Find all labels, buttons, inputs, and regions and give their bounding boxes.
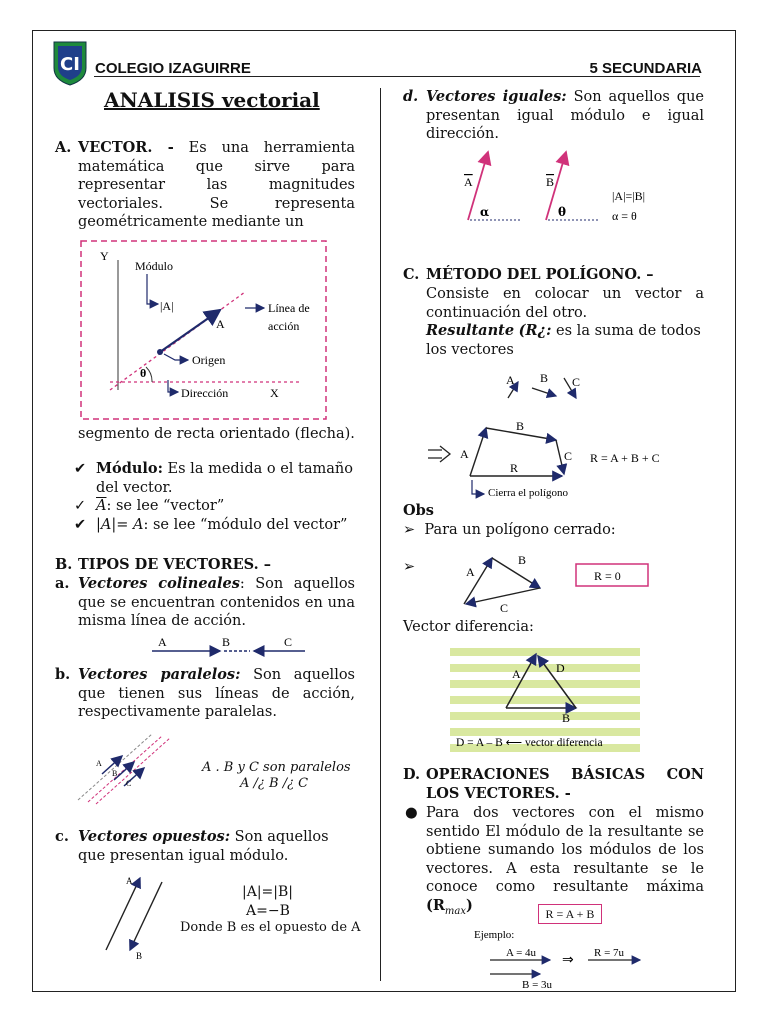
logo-text: CI bbox=[60, 54, 80, 75]
section-d-letter: D. bbox=[403, 766, 421, 783]
page-title: ANALISIS vectorial bbox=[104, 88, 320, 112]
grade-label: 5 SECUNDARIA bbox=[589, 60, 702, 77]
column-divider bbox=[380, 88, 381, 981]
svg-text:C: C bbox=[284, 636, 293, 649]
svg-text:C: C bbox=[500, 601, 509, 614]
svg-text:Cierra el polígono: Cierra el polígono bbox=[488, 487, 569, 499]
section-b-heading: TIPOS DE VECTORES. – bbox=[78, 556, 271, 573]
svg-text:α = θ: α = θ bbox=[612, 209, 637, 223]
iguales-paragraph bbox=[426, 88, 704, 144]
svg-text:R: R bbox=[510, 461, 519, 475]
diagram-vector-label: A bbox=[216, 317, 225, 331]
closed-polygon-diagram bbox=[456, 550, 656, 614]
svg-text:A = 4u: A = 4u bbox=[506, 947, 537, 959]
iguales-term: Vectores iguales: bbox=[426, 88, 567, 105]
diagram-theta: θ bbox=[140, 366, 147, 380]
diferencia-diagram bbox=[450, 648, 640, 754]
sub-b-letter: b. bbox=[55, 666, 71, 683]
resultante-paragraph bbox=[426, 322, 706, 359]
obs-label: Obs bbox=[403, 502, 434, 519]
paralelos-paragraph bbox=[78, 666, 355, 722]
resultante-term: Resultante bbox=[426, 322, 515, 339]
header-rule bbox=[94, 76, 700, 77]
svg-text:⇒: ⇒ bbox=[562, 952, 574, 968]
diagram-modulo-value: |A| bbox=[160, 299, 174, 313]
svg-text:C: C bbox=[564, 449, 573, 463]
svg-text:B: B bbox=[562, 711, 571, 725]
rmax-formula: R = A + B bbox=[538, 904, 602, 924]
paralelos-term: Vectores paralelos: bbox=[78, 666, 241, 683]
colineales-term: Vectores colineales bbox=[78, 575, 240, 592]
diagram-y-label: Y bbox=[100, 249, 109, 263]
polygon-diagram bbox=[424, 418, 674, 504]
svg-text:B = 3u: B = 3u bbox=[522, 979, 553, 991]
svg-text:R = A + B + C: R = A + B + C bbox=[590, 451, 660, 465]
section-c-letter: C. bbox=[403, 266, 420, 283]
opuestos-eq-2: A=−B bbox=[246, 903, 290, 919]
colineales-text: : Son aquellos que se encuentran contenidos en una misma línea de acción. bbox=[78, 576, 356, 629]
school-logo bbox=[52, 40, 88, 86]
bullet-text: Para dos vectores con el mismo sentido El módulo de la resultante se obtiene sumando los módulos de los vectores. A esta resultante se le conoce como resultante máxima bbox=[426, 805, 704, 895]
svg-text:A: A bbox=[466, 565, 475, 579]
svg-text:θ: θ bbox=[558, 205, 567, 219]
opuestos-eq-3: Donde B es el opuesto de A bbox=[180, 920, 361, 935]
section-c-heading: MÉTODO DEL POLÍGONO. – bbox=[426, 266, 654, 283]
iguales-text: Son aquellos que presentan igual módulo e igual dirección. bbox=[426, 89, 704, 142]
svg-text:B: B bbox=[222, 636, 231, 649]
opuestos-diagram bbox=[100, 872, 170, 962]
diferencia-caption: D = A – B ⟵ vector diferencia bbox=[456, 737, 603, 749]
opuestos-eq-1: |A|=|B| bbox=[242, 884, 293, 900]
section-a-paragraph bbox=[78, 139, 355, 232]
svg-text:Ejemplo:: Ejemplo: bbox=[474, 929, 515, 941]
diagram-direccion-label: Dirección bbox=[181, 386, 229, 400]
svg-text:C: C bbox=[126, 779, 132, 788]
svg-text:A: A bbox=[96, 759, 102, 768]
svg-text:B: B bbox=[546, 175, 555, 189]
diagram-modulo-label: Módulo bbox=[135, 259, 174, 273]
svg-text:C: C bbox=[572, 375, 581, 389]
section-a-text: Es una herramienta matemática que sirve para representar las magnitudes vectoriales. Se representa geométricamente mediante un bbox=[78, 140, 355, 230]
svg-text:α: α bbox=[480, 205, 490, 219]
resultante-symbol: (R¿: bbox=[518, 322, 552, 339]
diagram-linea-label: Línea de bbox=[268, 301, 310, 315]
section-a-text-after: segmento de recta orientado (flecha). bbox=[78, 426, 355, 442]
ejemplo-diagram bbox=[470, 926, 650, 992]
vector-diagram bbox=[80, 240, 327, 420]
obs-item-1: ➢ Para un polígono cerrado: bbox=[403, 522, 616, 538]
diagram-origen-label: Origen bbox=[192, 353, 226, 367]
svg-text:|A|=|B|: |A|=|B| bbox=[612, 189, 646, 203]
opuestos-text: Son aquellos que presentan igual módulo. bbox=[78, 829, 329, 864]
svg-text:B: B bbox=[540, 371, 549, 385]
paralelos-text: Son aquellos que tienen sus líneas de acción, respectivamente paralelas. bbox=[78, 667, 356, 720]
svg-text:B: B bbox=[516, 419, 525, 433]
paralelos-caption-2: A /¿ B /¿ C bbox=[240, 776, 309, 791]
sub-c-letter: c. bbox=[55, 828, 69, 845]
definitions-list bbox=[74, 460, 356, 534]
colineales-paragraph bbox=[78, 575, 355, 631]
diagram-accion-label: acción bbox=[268, 319, 300, 333]
check-item-vector: ✓ $\overline{A}$: se lee “vector” bbox=[74, 498, 225, 514]
obs-item-2-arrow: ➢ bbox=[403, 559, 416, 575]
svg-text:A: A bbox=[460, 447, 469, 461]
school-name: COLEGIO IZAGUIRRE bbox=[95, 60, 251, 77]
svg-text:B: B bbox=[136, 951, 143, 961]
iguales-diagram bbox=[460, 148, 670, 228]
svg-text:B: B bbox=[518, 553, 527, 567]
section-c-text: Consiste en colocar un vector a continuación del otro. bbox=[426, 286, 704, 321]
diagram-x-label: X bbox=[270, 386, 279, 400]
colineales-diagram bbox=[150, 636, 310, 658]
paralelos-diagram bbox=[74, 730, 174, 806]
svg-text:A: A bbox=[158, 636, 167, 649]
r-equals-zero: R = 0 bbox=[594, 569, 621, 583]
iguales-letter: d. bbox=[403, 88, 419, 105]
section-a-letter: A. bbox=[55, 139, 72, 156]
section-d-heading: OPERACIONES BÁSICAS CON LOS VECTORES. - bbox=[426, 766, 704, 802]
section-b-letter: B. bbox=[55, 556, 73, 573]
svg-text:D: D bbox=[556, 661, 565, 675]
opuestos-paragraph bbox=[78, 828, 358, 865]
svg-text:A: A bbox=[506, 373, 515, 387]
resultante-text: es la suma de todos los vectores bbox=[426, 323, 701, 358]
check-item-modulo: ✔ Módulo: Es la medida o el tamaño del vector. bbox=[74, 460, 353, 496]
polygon-vectors-small bbox=[500, 368, 590, 404]
opuestos-term: Vectores opuestos: bbox=[78, 828, 231, 845]
svg-text:A: A bbox=[464, 175, 473, 189]
section-a-heading: VECTOR. - bbox=[78, 139, 174, 156]
svg-text:A: A bbox=[512, 667, 521, 681]
paralelos-caption-1: A . B y C son paralelos bbox=[202, 760, 351, 775]
vector-diferencia-title: Vector diferencia: bbox=[403, 619, 534, 635]
svg-text:R = 7u: R = 7u bbox=[594, 947, 625, 959]
sub-a-letter: a. bbox=[55, 575, 70, 592]
check-item-modulo-vector: ✔ |A|= A: se lee “módulo del vector” bbox=[74, 516, 348, 533]
bullet-dot: ● bbox=[405, 805, 418, 821]
section-d-bullet: Para dos vectores con el mismo sentido El módulo de la resultante se obtiene sumando los módulos de los vectores. A esta resultante se le conoce como resultante máxima $(R_{max})$ bbox=[426, 805, 704, 917]
svg-text:A: A bbox=[126, 876, 133, 886]
svg-text:B: B bbox=[112, 769, 118, 778]
